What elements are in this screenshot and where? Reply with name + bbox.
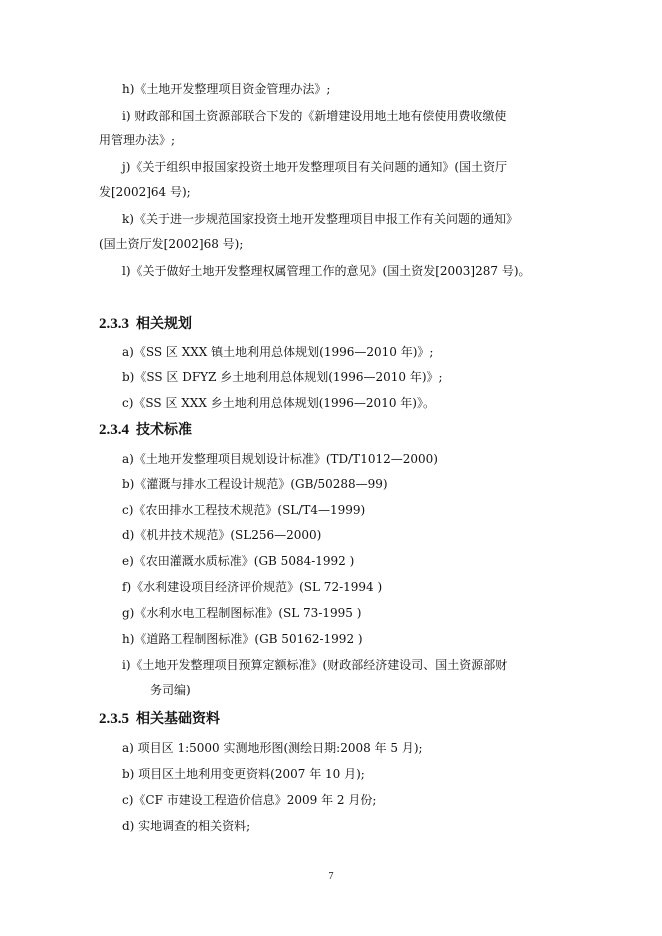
list-item: h)《道路工程制图标准》(GB 50162-1992 )	[122, 632, 363, 646]
list-item-continuation: 用管理办法》;	[99, 133, 176, 147]
list-item: h)《土地开发整理项目资金管理办法》;	[122, 82, 331, 96]
list-item: e)《农田灌溉水质标准》(GB 5084-1992 )	[122, 554, 355, 568]
list-item: l)《关于做好土地开发整理权属管理工作的意见》(国土资发[2003]287 号)。	[122, 264, 531, 278]
page-number: 7	[328, 871, 334, 882]
list-item: a) 项目区 1:5000 实测地形图(测绘日期:2008 年 5 月);	[122, 741, 423, 755]
list-item: k)《关于进一步规范国家投资土地开发整理项目申报工作有关问题的通知》	[122, 212, 518, 226]
list-item: d) 实地调查的相关资料;	[122, 819, 251, 833]
list-item: b) 项目区土地利用变更资料(2007 年 10 月);	[122, 767, 365, 781]
list-item: d)《机井技术规范》(SL256—2000)	[122, 528, 322, 542]
list-item: a)《SS 区 XXX 镇土地利用总体规划(1996—2010 年)》;	[122, 345, 434, 359]
list-item: b)《SS 区 DFYZ 乡土地利用总体规划(1996—2010 年)》;	[122, 370, 443, 384]
list-item: c)《农田排水工程技术规范》(SL/T4—1999)	[122, 503, 366, 517]
list-item: a)《土地开发整理项目规划设计标准》(TD/T1012—2000)	[122, 452, 438, 466]
section-heading-2-3-4	[99, 420, 192, 440]
list-item-continuation: (国土资厅发[2002]68 号);	[99, 237, 244, 251]
list-item: c)《SS 区 XXX 乡土地利用总体规划(1996—2010 年)》。	[122, 396, 435, 410]
list-item: g)《水利水电工程制图标准》(SL 73-1995 )	[122, 606, 362, 620]
list-item: c)《CF 市建设工程造价信息》2009 年 2 月份;	[122, 793, 377, 807]
list-item-continuation: 务司编)	[150, 683, 191, 697]
list-item: i) 财政部和国土资源部联合下发的《新增建设用地土地有偿使用费收缴使	[122, 109, 507, 123]
list-item: b)《灌溉与排水工程设计规范》(GB/50288—99)	[122, 477, 388, 491]
section-title: 技术标准	[136, 422, 192, 438]
list-item: i)《土地开发整理项目预算定额标准》(财政部经济建设司、国土资源部财	[122, 658, 508, 672]
list-item-continuation: 发[2002]64 号);	[99, 185, 191, 199]
section-title: 相关规划	[136, 316, 192, 332]
section-number: 2.3.4	[99, 422, 129, 438]
list-item: j)《关于组织申报国家投资土地开发整理项目有关问题的通知》(国土资厅	[122, 160, 508, 174]
section-number: 2.3.3	[99, 316, 129, 332]
section-title: 相关基础资料	[136, 711, 220, 727]
section-heading-2-3-3	[99, 314, 192, 334]
section-heading-2-3-5	[99, 709, 220, 729]
list-item: f)《水利建设项目经济评价规范》(SL 72-1994 )	[122, 580, 383, 594]
section-number: 2.3.5	[99, 711, 129, 727]
